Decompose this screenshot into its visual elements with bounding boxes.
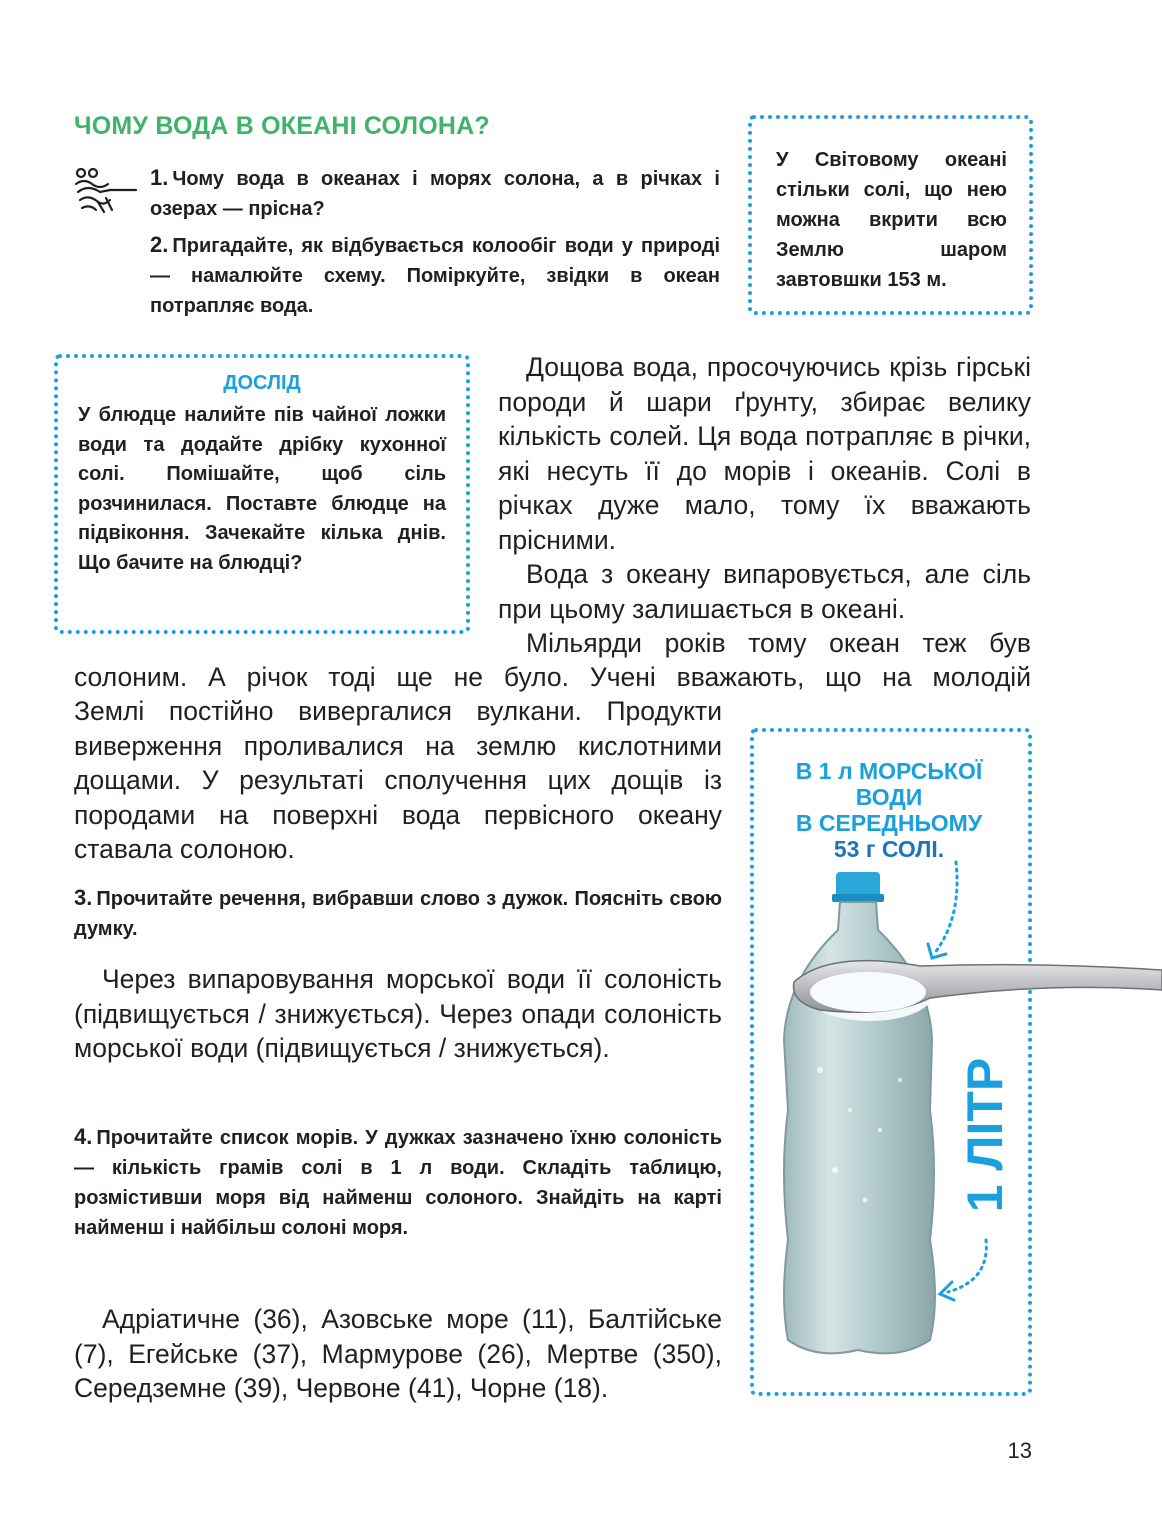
liter-vertical-label	[957, 1040, 1013, 1230]
paragraph-evaporation-text: Вода з океану випаровується, але сіль при цьому залишається в океані.	[498, 559, 1031, 624]
task-number: 4.	[74, 1124, 93, 1149]
caption-line-2: ВОДИ	[855, 784, 923, 810]
discussion-icon	[72, 168, 138, 216]
arrow-to-bottle-icon	[930, 1236, 1000, 1306]
fact-box	[748, 115, 1033, 315]
task-text: Прочитайте список морів. У дужках зазначено їхню солоність — кількість грамів солі в 1 л води. Складіть таблицю, розмістивши моря від найменш солоного. Знайдіть на карті найменш і найбільш солоні моря.	[74, 1127, 722, 1239]
task-2	[150, 230, 720, 321]
arrow-to-spoon-icon	[918, 858, 968, 968]
task-text: Прочитайте речення, вибравши слово з дужок. Поясніть свою думку.	[74, 888, 722, 940]
paragraph-ancient-line1	[526, 626, 1031, 661]
caption-line-1: В 1 л МОРСЬКОЇ	[795, 758, 983, 784]
experiment-text: У блюдце налийте пів чайної ложки води та додайте дрібку кухонної солі. Помішайте, щоб сіль розчинилася. Поставте блюдце на підвіконня. Зачекайте кілька днів. Що бачите на блюдці?	[78, 404, 446, 574]
task3-sentence	[74, 962, 722, 1066]
task-text: Пригадайте, як відбувається колообіг води у природі — намалюйте схему. Поміркуйте, звідки в океан потрапляє вода.	[150, 235, 720, 317]
vertical-label-text: 1 ЛІТР	[957, 1057, 1013, 1213]
paragraph-ancient-text-c: Землі постійно вивергалися вулкани. Продукти виверження проливалися на землю кислотними дощами. У результаті сполучення цих дощів із породами на поверхні вода первісного океану ставала солоною.	[74, 696, 722, 864]
task-number: 1.	[150, 165, 169, 190]
task3-sentence-text: Через випаровування морської води її солоність (підвищується / знижується). Через опади солоність морської води (підвищується / знижується).	[74, 964, 722, 1063]
task-4	[74, 1122, 722, 1243]
experiment-box	[54, 354, 470, 634]
experiment-title: ДОСЛІД	[223, 372, 301, 394]
caption-line-3: В СЕРЕДНЬОМУ	[795, 810, 983, 836]
liter-caption	[770, 758, 1008, 862]
seas-list-text: Адріатичне (36), Азовське море (11), Балтійське (7), Егейське (37), Мармурове (26), Мертве (350), Середземне (39), Червоне (41), Чорне (18).	[74, 1304, 722, 1403]
paragraph-evaporation	[498, 557, 1031, 626]
paragraph-ancient-text-b: солоним. А річок тоді ще не було. Учені вважають, що на молодій	[74, 662, 1031, 692]
fact-text: У Світовому океані стільки солі, що нею можна вкрити всю Землю шаром завтовшки 153 м.	[776, 149, 1007, 291]
task-3	[74, 883, 722, 944]
seas-list	[74, 1302, 722, 1406]
task-number: 3.	[74, 885, 93, 910]
page-title: ЧОМУ ВОДА В ОКЕАНІ СОЛОНА?	[74, 112, 490, 140]
paragraph-rain	[498, 350, 1031, 557]
task-text: Чому вода в океанах і морях солона, а в річках і озерах — прісна?	[150, 168, 720, 220]
paragraph-ancient-text-a: Мільярди років тому океан теж був	[526, 628, 1031, 658]
paragraph-ancient-line2	[74, 660, 1031, 695]
task-1	[150, 163, 720, 224]
paragraph-ancient-rest	[74, 694, 722, 867]
paragraph-rain-text: Дощова вода, просочуючись крізь гірські породи й шари ґрунту, збирає велику кількість солей. Ця вода потрапляє в річки, які несуть її до морів і океанів. Солі в річках дуже мало, тому їх вважають прісними.	[498, 352, 1031, 555]
caption-line-4: 53 г СОЛІ.	[833, 836, 945, 862]
task-number: 2.	[150, 232, 169, 257]
page-number: 13	[1007, 1438, 1032, 1463]
